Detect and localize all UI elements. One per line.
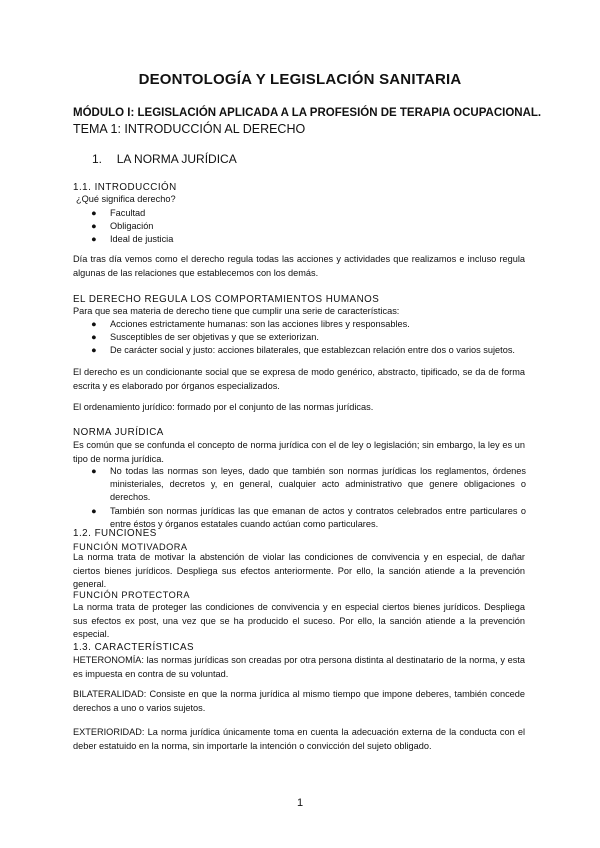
intro-heading: 1.1. INTRODUCCIÓN [73, 182, 177, 193]
intro-question: ¿Qué significa derecho? [76, 194, 176, 204]
functions-heading: 1.2. FUNCIONES [73, 528, 157, 539]
bullet-icon: ● [91, 332, 97, 342]
section-heading [92, 152, 237, 166]
module-heading: MÓDULO I: LEGISLACIÓN APLICADA A LA PROFESIÓN DE TERAPIA OCUPACIONAL. [73, 107, 542, 119]
norm-heading: NORMA JURÍDICA [73, 427, 164, 438]
list-item: ● Facultad [91, 208, 146, 218]
behaviour-paragraph-2: El ordenamiento jurídico: formado por el conjunto de las normas jurídicas. [73, 402, 374, 412]
characteristic-item: HETERONOMÍA: las normas jurídicas son creadas por otra persona distinta al destinatario de la norma, y esta es impuesta en contra de su voluntad. [73, 655, 525, 679]
characteristics-heading: 1.3. CARACTERÍSTICAS [73, 642, 195, 653]
bullet-icon: ● [91, 234, 97, 244]
behaviour-paragraph-1: El derecho es un condicionante social que se expresa de modo genérico, abstracto, tipificado, se da de forma escrita y es elaborado por órganos especializados. [73, 367, 525, 391]
behaviour-heading: EL DERECHO REGULA LOS COMPORTAMIENTOS HUMANOS [73, 294, 380, 305]
topic-heading: TEMA 1: INTRODUCCIÓN AL DERECHO [73, 122, 306, 136]
document-title: DEONTOLOGÍA Y LEGISLACIÓN SANITARIA [138, 71, 462, 88]
list-item: ● También son normas jurídicas las que emanan de actos y contratos celebrados entre particulares o entre éstos y órganos estatales cuando actúan como particulares. [91, 506, 526, 529]
bullet-icon: ● [91, 466, 97, 476]
norm-bullet-list [91, 465, 526, 532]
behaviour-lead: Para que sea materia de derecho tiene que cumplir una serie de características: [73, 306, 400, 316]
section-number: 1. [92, 152, 103, 166]
bullet-icon: ● [91, 319, 97, 329]
characteristic-item: BILATERALIDAD: Consiste en que la norma jurídica al mismo tiempo que impone deberes, también concede derechos a uno o varios sujetos. [73, 689, 525, 713]
motivating-text: La norma trata de motivar la abstención de violar las condiciones de convivencia y en especial, de dañar ciertos bienes jurídicos. Despliega sus efectos anteriormente. Por ello, la sanción atiende a la prevención general. [73, 552, 525, 589]
characteristic-item: EXTERIORIDAD: La norma jurídica únicamente toma en cuenta la adecuación externa de la conducta con el deber estatuido en la norma, sin importarle la intención o convicción del sujeto obligado. [73, 727, 525, 751]
list-item: ● No todas las normas son leyes, dado que también son normas jurídicas los reglamentos, órdenes ministeriales, decretos y, en general, cualquier acto administrativo que genere obligaciones o derechos. [91, 466, 526, 502]
intro-paragraph: Día tras día vemos como el derecho regula todas las acciones y actividades que realizamos e incluso regula algunas de las relaciones que establecemos con los demás. [73, 254, 525, 278]
intro-bullet-list [91, 207, 174, 246]
list-item: ● Ideal de justicia [91, 234, 174, 244]
bullet-icon: ● [91, 506, 97, 516]
list-item: ● Obligación [91, 221, 154, 231]
section-title: LA NORMA JURÍDICA [116, 152, 237, 166]
behaviour-bullet-list [91, 318, 530, 357]
motivating-heading: FUNCIÓN MOTIVADORA [73, 542, 188, 552]
list-item: ● Acciones estrictamente humanas: son las acciones libres y responsables. [91, 319, 410, 329]
list-item: ● Susceptibles de ser objetivas y que se exteriorizan. [91, 332, 319, 342]
bullet-icon: ● [91, 345, 97, 355]
bullet-icon: ● [91, 221, 97, 231]
characteristic-term: BILATERALIDAD: [73, 689, 147, 699]
bullet-icon: ● [91, 208, 97, 218]
norm-paragraph: Es común que se confunda el concepto de norma jurídica con el de ley o legislación; sin embargo, la ley es un tipo de norma jurídica. [73, 440, 525, 464]
list-item: ● De carácter social y justo: acciones bilaterales, que establezcan relación entre dos o varios sujetos. [91, 345, 515, 355]
page-number: 1 [296, 797, 304, 809]
protective-heading: FUNCIÓN PROTECTORA [73, 590, 191, 600]
characteristic-term: EXTERIORIDAD: [73, 727, 145, 737]
characteristic-term: HETERONOMÍA: [73, 655, 144, 665]
protective-text: La norma trata de proteger las condiciones de convivencia y en especial ciertos bienes jurídicos. Despliega sus efectos ex post, una vez que se ha producido el suceso. Por ello, la sanción atiende a la prevención especial. [73, 602, 525, 639]
